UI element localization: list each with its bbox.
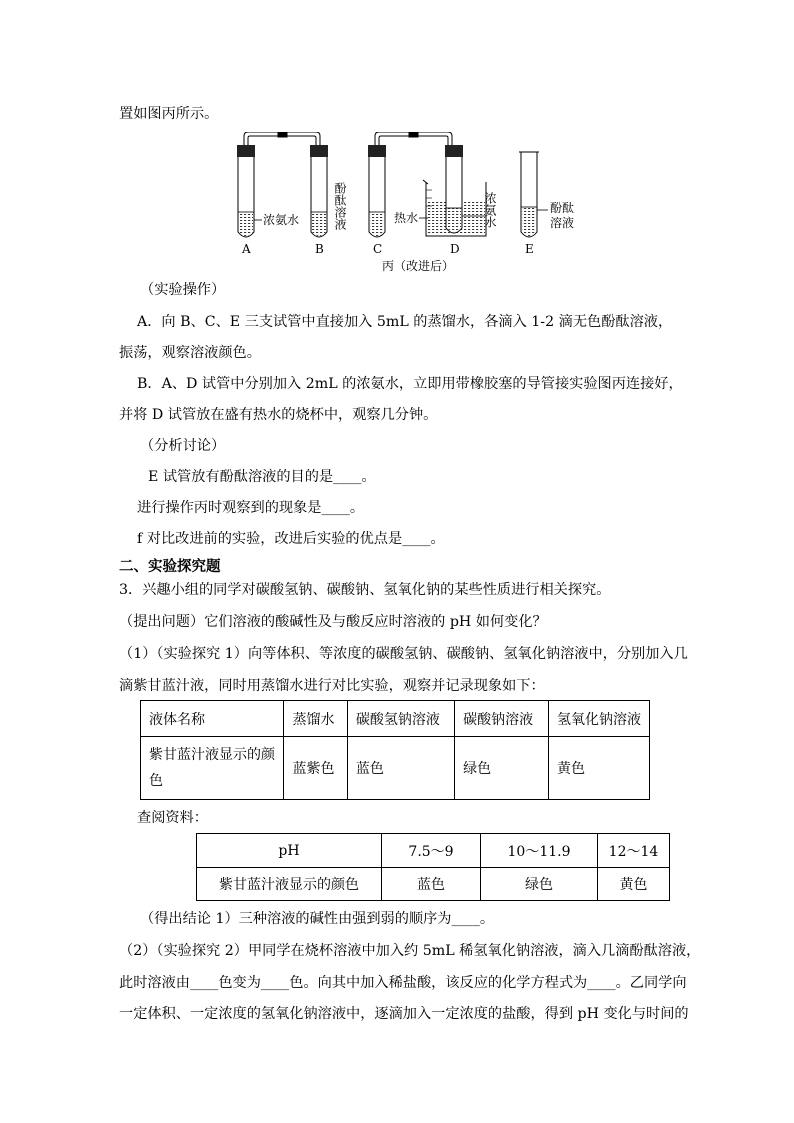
table1-row-label	[141, 737, 284, 800]
table1-header-cell: 蒸馏水	[284, 701, 347, 737]
label-tube-d: D	[450, 242, 460, 256]
intro-line: 置如图丙所示。	[119, 106, 219, 122]
test-tube-a	[237, 145, 255, 237]
label-e-liquid-1: 酚酞	[550, 201, 575, 215]
question-raised: （提出问题）它们溶液的酸碱性及与酸反应时溶液的 pH 如何变化？	[119, 614, 547, 630]
label-e-liquid-2: 溶液	[550, 216, 575, 230]
table2-cell: 黄色	[598, 868, 670, 901]
table1-cell: 黄色	[549, 737, 650, 800]
apparatus-figure	[228, 132, 578, 274]
table1-row-label-line1: 紫甘蓝汁液显示的颜	[149, 747, 275, 763]
explore1-line2: 滴紫甘蓝汁液，同时用蒸馏水进行对比实验，观察并记录现象如下：	[119, 678, 545, 694]
table2-header-cell: 10～11.9	[481, 834, 598, 868]
table2-header-cell: 7.5～9	[382, 834, 481, 868]
section-heading: 二、实验探究题	[119, 559, 221, 575]
table2-header-cell: pH	[197, 834, 382, 868]
test-tube-b	[310, 145, 328, 237]
test-tube-c	[368, 145, 386, 237]
table2-header-row	[197, 834, 670, 868]
discussion-q2: 进行操作丙时观察到的现象是____。	[137, 500, 365, 516]
table1-cell: 蓝色	[347, 737, 454, 800]
label-e-liquid: 酚酞溶液	[228, 132, 232, 133]
reference-label: 查阅资料：	[137, 810, 208, 826]
operation-title: （实验操作）	[140, 282, 226, 298]
table-color-observations	[140, 700, 650, 800]
explore1-line1: （1）（实验探究 1）向等体积、等浓度的碳酸氢钠、碳酸钠、氢氧化钠溶液中，分别加入几	[119, 646, 688, 662]
discussion-title: （分析讨论）	[140, 438, 226, 454]
label-tube-e: E	[525, 242, 534, 256]
table1-data-row	[141, 737, 650, 800]
explore2-line1: （2）（实验探究 2）甲同学在烧杯溶液中加入约 5mL 稀氢氧化钠溶液，滴入几滴酚酞溶液，	[119, 943, 701, 959]
table2-cell: 绿色	[481, 868, 598, 901]
table1-cell: 绿色	[455, 737, 549, 800]
table-ph-reference	[196, 833, 670, 901]
operation-step-b-line2: 并将 D 试管放在盛有热水的烧杯中，观察几分钟。	[119, 407, 438, 423]
figure-caption: 丙（改进后）	[382, 259, 455, 273]
table1-header-cell: 氢氧化钠溶液	[549, 701, 650, 737]
operation-step-b-line1: B．A、D 试管中分别加入 2mL 的浓氨水，立即用带橡胶塞的导管接实验图丙连接好，	[137, 376, 683, 392]
question-3-intro: 3．兴趣小组的同学对碳酸氢钠、碳酸钠、氢氧化钠的某些性质进行相关探究。	[119, 582, 611, 598]
table2-cell: 蓝色	[382, 868, 481, 901]
discussion-q1: E 试管放有酚酞溶液的目的是____。	[148, 469, 376, 485]
label-d-liquid: 浓氨水	[483, 192, 497, 228]
label-a-liquid: 浓氨水	[263, 213, 300, 227]
label-tube-b: B	[315, 242, 324, 256]
connector-tube-ab	[244, 132, 320, 146]
label-b-liquid: 酚酞溶液	[333, 182, 347, 230]
table1-row-label-line2: 色	[149, 773, 163, 789]
label-tube-c: C	[373, 242, 383, 256]
label-tube-a: A	[242, 242, 251, 256]
table1-header-cell: 液体名称	[141, 701, 284, 737]
explore2-line2: 此时溶液由____色变为____色。向其中加入稀盐酸，该反应的化学方程式为____。乙同学向	[119, 975, 687, 991]
conclusion-1: （得出结论 1）三种溶液的碱性由强到弱的顺序为____。	[140, 911, 495, 927]
explore2-line3: 一定体积、一定浓度的氢氧化钠溶液中，逐滴加入一定浓度的盐酸，得到 pH 变化与时间的	[119, 1006, 689, 1022]
test-tube-d	[445, 145, 463, 233]
table2-data-row	[197, 868, 670, 901]
table1-cell: 蓝紫色	[284, 737, 347, 800]
table1-header-cell: 碳酸钠溶液	[455, 701, 549, 737]
table1-header-row	[141, 701, 650, 737]
operation-step-a-line1: A．向 B、C、E 三支试管中直接加入 5mL 的蒸馏水，各滴入 1-2 滴无色酚酞溶液，	[137, 314, 673, 330]
discussion-q3: f 对比改进前的实验，改进后实验的优点是____。	[137, 531, 445, 547]
operation-step-a-line2: 振荡，观察溶液颜色。	[119, 345, 261, 361]
label-hot-water: 热水	[394, 211, 419, 225]
table1-header-cell: 碳酸氢钠溶液	[347, 701, 454, 737]
test-tube-e	[519, 152, 539, 237]
connector-tube-cd	[375, 132, 452, 146]
table2-header-cell: 12～14	[598, 834, 670, 868]
table2-cell: 紫甘蓝汁液显示的颜色	[197, 868, 382, 901]
